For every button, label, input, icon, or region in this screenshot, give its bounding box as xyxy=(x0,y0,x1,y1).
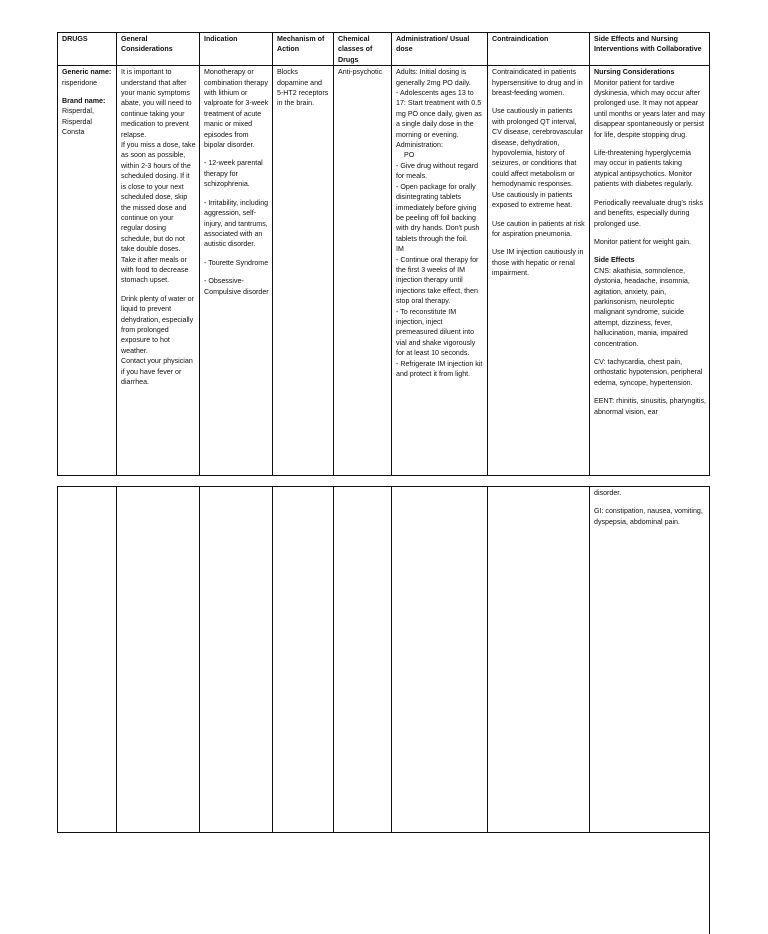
indication-item: Monotherapy or combination therapy with lithium or valproate for 3-week treatment of acute manic or mixed episodes from bipolar disorder. xyxy=(204,68,269,150)
brand-value: Risperdal, Risperdal Consta xyxy=(62,107,94,137)
administration-item: - Continue oral therapy for the first 3 weeks of IM injection therapy until injections take effect, then stop oral therapy. xyxy=(396,255,479,306)
administration-item: - Give drug without regard for meals. xyxy=(396,161,479,181)
side-effects-cell xyxy=(590,66,710,476)
administration-item: Administration: xyxy=(396,141,443,150)
administration-item: - Refrigerate IM injection kit and protect it from light. xyxy=(396,359,483,378)
indication-item: - Tourette Syndrome xyxy=(204,258,269,267)
administration-item: - To reconstitute IM injection, inject premeasured diluent into vial and shake vigorously for at least 10 seconds. xyxy=(396,307,476,358)
nursing-item: Monitor patient for tardive dyskinesia, which may occur after prolonged use. It may not appear until months or years later and may disappear spontaneously or persist for life, despite stopping drug. xyxy=(594,78,705,139)
indication-item: - Irritability, including aggression, self-injury, and tantrums, associated with an autistic disorder. xyxy=(204,198,269,249)
contraindication-cell xyxy=(488,66,590,476)
administration-item: Adults: Initial dosing is generally 2mg PO daily. xyxy=(396,68,471,87)
administration-item: IM xyxy=(396,245,404,254)
page-edge-line xyxy=(709,486,710,934)
mechanism-cell xyxy=(273,66,334,476)
empty-cell xyxy=(200,487,273,833)
header-row xyxy=(58,33,710,66)
administration-item: PO xyxy=(404,151,415,160)
contraindication-item: Contraindicated in patients hypersensitive to drug and in breast-feeding women. xyxy=(492,68,583,98)
general-item: Drink plenty of water or liquid to prevent dehydration, especially from prolonged exposure to hot weather. xyxy=(121,294,194,355)
side-effect-continued-item: GI: constipation, nausea, vomiting, dyspepsia, abdominal pain. xyxy=(594,507,703,526)
administration-item: - Open package for orally disintegrating tablets immediately before giving be peeling off foil backing with dry hands. Don't push tablets through the foil. xyxy=(396,182,480,243)
administration-cell xyxy=(392,66,488,476)
general-item: Contact your physician if you have fever or diarrhea. xyxy=(121,357,193,386)
contraindication-item: Use cautiously in patients exposed to extreme heat. xyxy=(492,190,573,210)
indication-item: - 12-week parental therapy for schizophrenia. xyxy=(204,159,263,189)
header-drugs: DRUGS xyxy=(58,33,117,66)
contraindication-item: Use IM injection cautiously in those with hepatic or renal impairment. xyxy=(492,248,584,278)
general-item: If you miss a dose, take as soon as possible, within 2-3 hours of the scheduled dosing. If it is close to your next scheduled dose, skip the missed dose and continue on your regular dosing schedule, but do not take double doses. xyxy=(121,141,196,254)
administration-item: - Adolescents ages 13 to 17: Start treatment with 0.5 mg PO once daily, given as a single daily dose in the morning or evening. xyxy=(396,89,482,139)
header-general: General Considerations xyxy=(117,33,200,66)
header-administration: Administration/ Usual dose xyxy=(392,33,488,66)
drug-table-page-2 xyxy=(57,486,710,833)
chemical-text: Anti-psychotic xyxy=(338,68,383,77)
contraindication-item: Use caution in patients at risk for aspiration pneumonia. xyxy=(492,219,585,238)
empty-cell xyxy=(392,487,488,833)
header-contraindication: Contraindication xyxy=(488,33,590,66)
nursing-item: Life-threatening hyperglycemia may occur in patients taking atypical antipsychotics. Monitor patients with diabetes regularly. xyxy=(594,149,693,189)
header-mechanism: Mechanism of Action xyxy=(273,33,334,66)
empty-cell xyxy=(488,487,590,833)
header-indication: Indication xyxy=(200,33,273,66)
nursing-title: Nursing Considerations xyxy=(594,68,675,77)
general-item: It is important to understand that after your manic symptoms abate, you will need to continue taking your medication to prevent relapse. xyxy=(121,68,192,139)
empty-cell xyxy=(273,487,334,833)
brand-label: Brand name: xyxy=(62,97,106,106)
generic-value: risperidone xyxy=(62,78,98,87)
drug-row xyxy=(58,66,710,476)
mechanism-text: Blocks dopamine and 5-HT2 receptors in the brain. xyxy=(277,68,329,108)
empty-cell xyxy=(58,487,117,833)
empty-cell xyxy=(334,487,392,833)
side-effect-item: EENT: rhinitis, sinusitis, pharyngitis, abnormal vision, ear xyxy=(594,397,706,416)
chemical-cell xyxy=(334,66,392,476)
side-effect-item: CNS: akathisia, somnolence, dystonia, headache, insomnia, agitation, anxiety, pain, parkinsonism, neuroleptic malignant syndrome, suicide attempt, dizziness, fever, hallucination, mania, impaired concentration. xyxy=(594,266,690,348)
side-effect-continued-item: disorder. xyxy=(594,489,622,497)
generic-label: Generic name: xyxy=(62,68,112,77)
drug-cell xyxy=(58,66,117,476)
drug-table-page-1 xyxy=(57,32,710,476)
contraindication-item: Use cautiously in patients with prolonged QT interval, CV disease, cerebrovascular disease, dehydration, hypovolemia, history of seizures, or conditions that could affect metabolism or hemodynamic responses. xyxy=(492,107,583,189)
side-effect-item: CV: tachycardia, chest pain, orthostatic hypotension, peripheral edema, syncope, hypertension. xyxy=(594,357,703,387)
side-effects-title: Side Effects xyxy=(594,256,635,265)
side-effects-continued-cell xyxy=(590,487,710,833)
indication-cell xyxy=(200,66,273,476)
header-chemical: Chemical classes of Drugs xyxy=(334,33,392,66)
header-side-effects: Side Effects and Nursing Interventions with Collaborative xyxy=(590,33,710,66)
nursing-item: Periodically reevaluate drug's risks and benefits, especially during prolonged use. xyxy=(594,198,703,228)
general-cell xyxy=(117,66,200,476)
empty-cell xyxy=(117,487,200,833)
continuation-row xyxy=(58,487,710,833)
indication-item: - Obsessive-Compulsive disorder xyxy=(204,277,269,296)
general-item: Take it after meals or with food to decrease stomach upset. xyxy=(121,255,189,285)
nursing-item: Monitor patient for weight gain. xyxy=(594,237,692,246)
